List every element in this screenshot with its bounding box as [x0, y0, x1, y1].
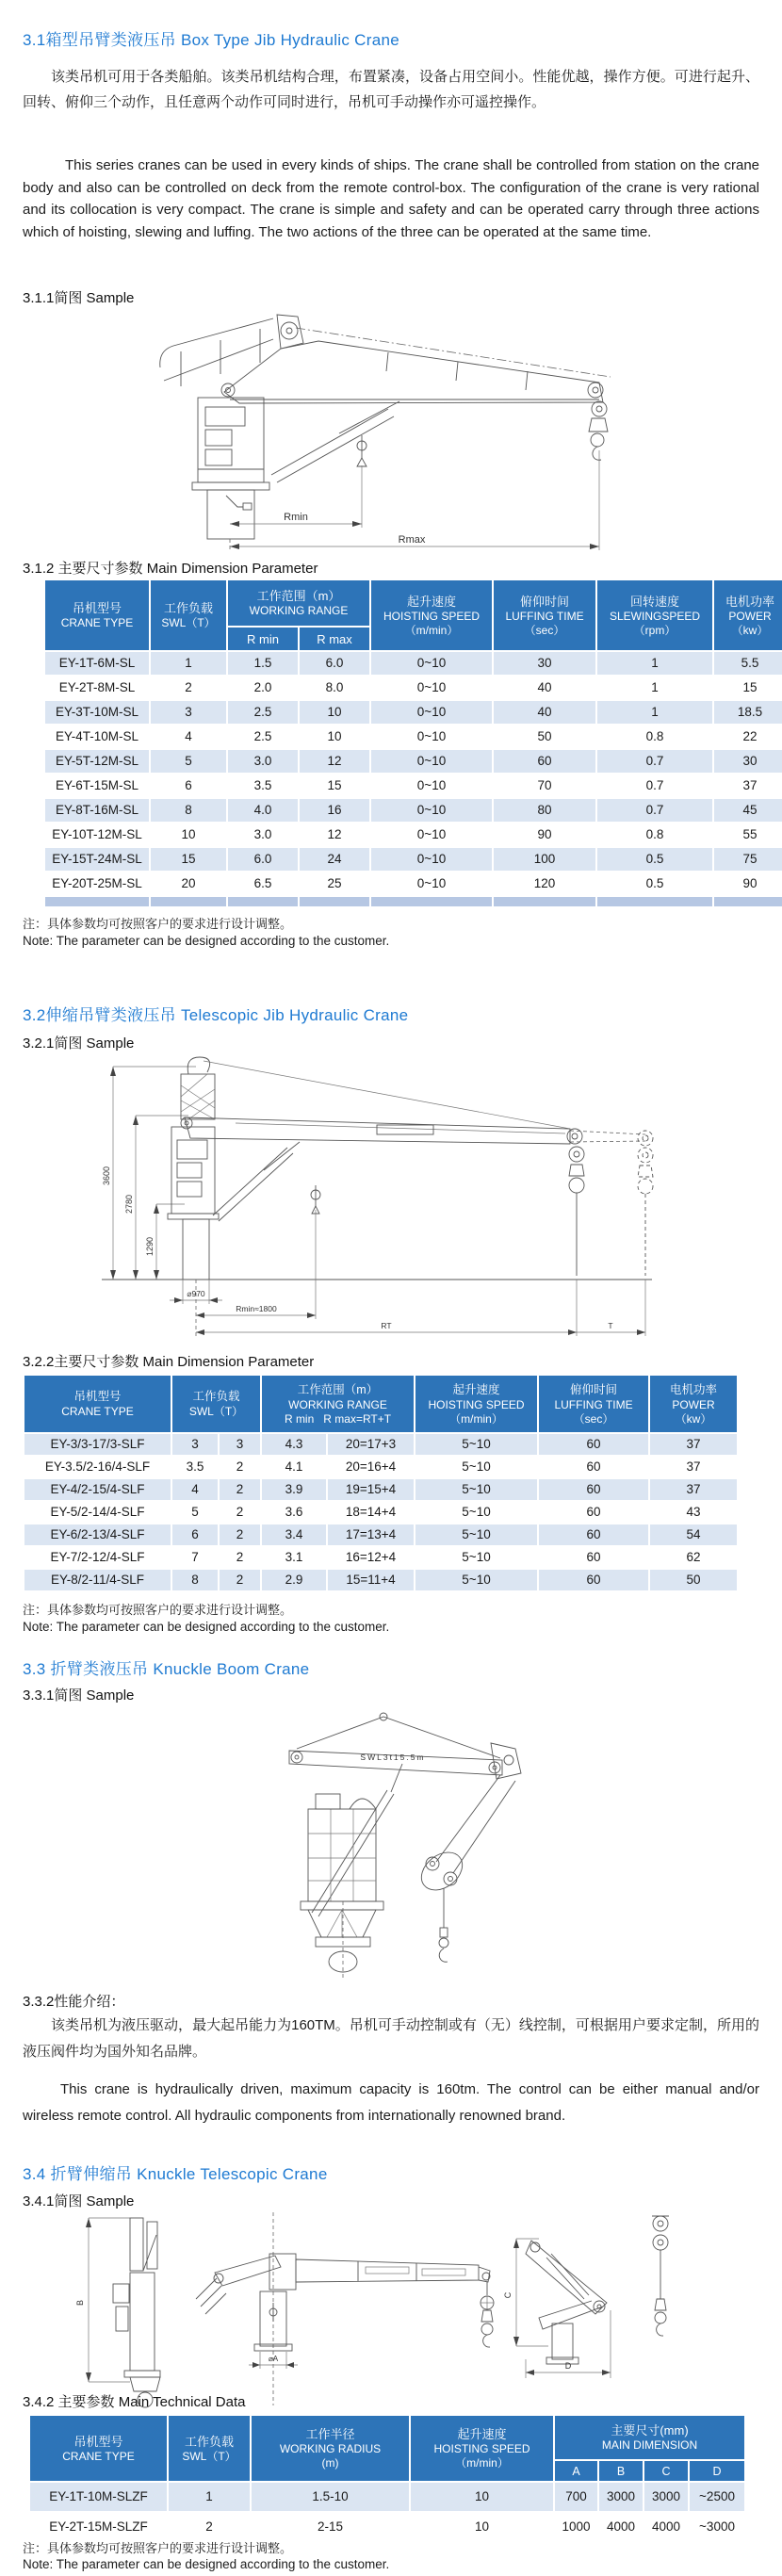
table-cell: 4 — [151, 726, 226, 748]
table-cell: 10 — [300, 701, 369, 724]
col-header-dim-b: B — [599, 2461, 643, 2481]
table-cell: 8 — [172, 1570, 218, 1590]
table-cell: 2 — [220, 1547, 260, 1568]
col-header-luffing-time: 俯仰时间 LUFFING TIME （sec） — [539, 1376, 648, 1432]
table-cell: 1.5 — [228, 652, 298, 675]
dim-2780-label: 2780 — [124, 1194, 134, 1215]
col-header-dim-d: D — [690, 2461, 744, 2481]
table-cell: 3000 — [599, 2483, 643, 2511]
heading-3-3-2-performance: 3.3.2性能介绍： — [23, 1994, 125, 2010]
crane-drawing-lines — [86, 2212, 669, 2407]
table-cell: 3 — [151, 701, 226, 724]
col-header-hoisting-speed: 起升速度 HOISTING SPEED （m/min） — [371, 580, 492, 650]
table-cell: 4.1 — [262, 1457, 326, 1477]
telescopic-crane-drawing — [94, 1053, 660, 1342]
knuckle-telescopic-crane-drawing — [75, 2212, 697, 2412]
heading-3-1-2-parameters: 3.1.2 主要尺寸参数 Main Dimension Parameter — [23, 561, 318, 577]
table-cell: 37 — [650, 1457, 737, 1477]
table-cell: 4 — [172, 1479, 218, 1500]
col-header-power: 电机功率 POWER （kw） — [650, 1376, 737, 1432]
table-cell: 6 — [172, 1524, 218, 1545]
table-cell: 3.4 — [262, 1524, 326, 1545]
table-row — [45, 774, 782, 797]
table-cell: 15 — [151, 848, 226, 871]
table-cell: 5~10 — [415, 1479, 537, 1500]
col-header-hoisting-speed: 起升速度 HOISTING SPEED （m/min） — [415, 1376, 537, 1432]
table-cell — [494, 897, 595, 906]
col-header-swl: 工作负载 SWL（T） — [172, 1376, 260, 1432]
table-cell: 0~10 — [371, 799, 492, 822]
table-cell: 5.5 — [714, 652, 782, 675]
table-cell: 0.5 — [597, 872, 712, 895]
table-cell: 90 — [714, 872, 782, 895]
col-header-dim-c: C — [644, 2461, 688, 2481]
table-cell: 2 — [220, 1479, 260, 1500]
table-cell: 4.3 — [262, 1434, 326, 1455]
section-3-2-title: 3.2伸缩吊臂类液压吊 Telescopic Jib Hydraulic Crane — [23, 1006, 409, 1024]
table-cell: 5~10 — [415, 1524, 537, 1545]
table-cell — [300, 897, 369, 906]
table-cell: EY-5T-12M-SL — [45, 750, 149, 773]
col-header-swl: 工作负载 SWL（T） — [151, 580, 226, 650]
heading-3-2-2-parameters: 3.2.2主要尺寸参数 Main Dimension Parameter — [23, 1354, 315, 1370]
dim-t-label: T — [608, 1321, 613, 1330]
table-cell: 0~10 — [371, 750, 492, 773]
heading-3-4-2-technical-data: 3.4.2 主要参数 Main Technical Data — [23, 2394, 246, 2410]
table-row — [45, 652, 782, 675]
col-header-working-range: 工作范围（m） WORKING RANGE — [228, 580, 369, 626]
col-header-crane-type: 吊机型号 CRANE TYPE — [30, 2416, 167, 2481]
table-cell: 16 — [300, 799, 369, 822]
table-cell: 1000 — [555, 2513, 597, 2541]
table-cell: 0~10 — [371, 652, 492, 675]
table-row — [24, 1524, 737, 1545]
table-cell: 0~10 — [371, 726, 492, 748]
table-cell: 4000 — [599, 2513, 643, 2541]
table-cell: 3 — [172, 1434, 218, 1455]
table-cell: 0~10 — [371, 848, 492, 871]
table-cell: 25 — [300, 872, 369, 895]
dim-a-label: ⌀A — [268, 2355, 279, 2363]
table-cell: 2.0 — [228, 677, 298, 699]
dim-1290-label: 1290 — [145, 1236, 155, 1257]
table-cell: 1 — [597, 701, 712, 724]
table-cell — [45, 897, 149, 906]
table-cell: 0.7 — [597, 750, 712, 773]
table-cell: 60 — [494, 750, 595, 773]
table-row — [45, 750, 782, 773]
table-cell: 1.5-10 — [252, 2483, 409, 2511]
table-row — [24, 1479, 737, 1500]
table-cell: 0~10 — [371, 872, 492, 895]
table-cell: 24 — [300, 848, 369, 871]
table-cell: 2 — [220, 1570, 260, 1590]
table-row — [24, 1502, 737, 1523]
table-cell: 0.5 — [597, 848, 712, 871]
col-header-rmax: R max — [300, 628, 369, 650]
section-3-3-paragraph-cn: 该类吊机为液压驱动，最大起吊能力为160TM。吊机可手动控制或有（无）线控制，可根据用户要求定制，所用的液压阀件均为国外知名品牌。 — [23, 2017, 759, 2060]
table-cell: 30 — [714, 750, 782, 773]
dim-970-label: ⌀970 — [187, 1289, 205, 1298]
table-body — [30, 2483, 744, 2541]
table-cell: 19=15+4 — [328, 1479, 414, 1500]
table-cell: 60 — [539, 1457, 648, 1477]
main-dimension-table-3-1 — [43, 579, 782, 908]
section-3-1-title: 3.1箱型吊臂类液压吊 Box Type Jib Hydraulic Crane — [23, 31, 399, 49]
table-cell: 0~10 — [371, 774, 492, 797]
table-cell: 10 — [151, 823, 226, 846]
table-cell: 2.5 — [228, 726, 298, 748]
table-cell: EY-8T-16M-SL — [45, 799, 149, 822]
table-cell: 3.0 — [228, 823, 298, 846]
table-cell: 0~10 — [371, 823, 492, 846]
note-3-2 — [23, 1602, 389, 1636]
note-en: Note: The parameter can be designed according to the customer. — [23, 1620, 390, 1634]
table-cell: 6.5 — [228, 872, 298, 895]
table-cell: 37 — [650, 1479, 737, 1500]
table-cell: 2 — [220, 1524, 260, 1545]
table-row — [45, 872, 782, 895]
table-cell: 700 — [555, 2483, 597, 2511]
table-cell: 50 — [650, 1570, 737, 1590]
table-cell: 0~10 — [371, 677, 492, 699]
table-row — [24, 1570, 737, 1590]
table-cell: EY-6T-15M-SL — [45, 774, 149, 797]
table-cell: EY-2T-15M-SLZF — [30, 2513, 167, 2541]
table-cell: 3.1 — [262, 1547, 326, 1568]
table-cell: 2 — [220, 1457, 260, 1477]
table-cell — [151, 897, 226, 906]
table-cell: EY-4T-10M-SL — [45, 726, 149, 748]
table-cell: EY-10T-12M-SL — [45, 823, 149, 846]
table-cell: 54 — [650, 1524, 737, 1545]
dim-d-label: D — [564, 2361, 572, 2371]
table-cell: 4.0 — [228, 799, 298, 822]
note-en: Note: The parameter can be designed according to the customer. — [23, 934, 390, 948]
table-cell: 0.7 — [597, 799, 712, 822]
table-cell: 43 — [650, 1502, 737, 1523]
table-header — [45, 580, 782, 650]
table-cell: 5~10 — [415, 1570, 537, 1590]
note-3-1 — [23, 916, 389, 950]
table-cell: EY-3.5/2-16/4-SLF — [24, 1457, 171, 1477]
table-cell: 30 — [494, 652, 595, 675]
table-cell: 2 — [151, 677, 226, 699]
dim-rmin-label: Rmin≈1800 — [236, 1304, 277, 1313]
table-cell: 2-15 — [252, 2513, 409, 2541]
table-cell: 60 — [539, 1502, 648, 1523]
table-cell: 5 — [172, 1502, 218, 1523]
col-header-crane-type: 吊机型号 CRANE TYPE — [45, 580, 149, 650]
table-cell: 12 — [300, 750, 369, 773]
table-cell: 3 — [220, 1434, 260, 1455]
note-cn: 注：具体参数均可按照客户的要求进行设计调整。 — [23, 1603, 293, 1617]
section-3-3-title: 3.3 折臂类液压吊 Knuckle Boom Crane — [23, 1660, 310, 1678]
note-cn: 注：具体参数均可按照客户的要求进行设计调整。 — [23, 917, 293, 931]
table-cell: 2 — [220, 1502, 260, 1523]
table-cell: ~3000 — [690, 2513, 744, 2541]
table-cell: 45 — [714, 799, 782, 822]
table-row — [45, 726, 782, 748]
table-cell — [228, 897, 298, 906]
table-cell: 20=16+4 — [328, 1457, 414, 1477]
table-cell — [714, 897, 782, 906]
table-cell: 50 — [494, 726, 595, 748]
crane-drawing-lines — [102, 1057, 653, 1336]
table-cell: 15 — [300, 774, 369, 797]
box-jib-crane-drawing — [87, 307, 614, 554]
table-cell: 60 — [539, 1479, 648, 1500]
table-cell: 6 — [151, 774, 226, 797]
table-cell: 20=17+3 — [328, 1434, 414, 1455]
table-cell: 3.5 — [228, 774, 298, 797]
table-row — [30, 2483, 744, 2511]
table-cell: EY-1T-10M-SLZF — [30, 2483, 167, 2511]
dim-3600-label: 3600 — [102, 1166, 111, 1186]
dim-c-label: C — [503, 2291, 513, 2299]
table-cell: 5~10 — [415, 1502, 537, 1523]
table-cell: 3.9 — [262, 1479, 326, 1500]
table-cell: EY-3/3-17/3-SLF — [24, 1434, 171, 1455]
table-cell: 120 — [494, 872, 595, 895]
table-cell: 7 — [172, 1547, 218, 1568]
table-cell: EY-4/2-15/4-SLF — [24, 1479, 171, 1500]
heading-3-4-1-sample: 3.4.1简图 Sample — [23, 2193, 135, 2209]
table-cell: 20 — [151, 872, 226, 895]
heading-3-3-1-sample: 3.3.1简图 Sample — [23, 1687, 135, 1704]
note-en: Note: The parameter can be designed according to the customer. — [23, 2557, 390, 2571]
table-cell: 17=13+4 — [328, 1524, 414, 1545]
table-cell: 22 — [714, 726, 782, 748]
col-header-main-dimension: 主要尺寸(mm) MAIN DIMENSION — [555, 2416, 744, 2459]
table-cell: 70 — [494, 774, 595, 797]
table-cell: EY-5/2-14/4-SLF — [24, 1502, 171, 1523]
table-row — [45, 799, 782, 822]
table-cell: 60 — [539, 1547, 648, 1568]
table-cell: EY-15T-24M-SL — [45, 848, 149, 871]
table-cell: 10 — [411, 2483, 553, 2511]
col-header-dim-a: A — [555, 2461, 597, 2481]
table-cell: 1 — [169, 2483, 250, 2511]
section-3-1-paragraph-en: This series cranes can be used in every kinds of ships. The crane shall be controlled from station on the crane body and also can be controlled on deck from the remote control-box. The configuration of the crane is very rational and its collocation is very compact. The crane is simple and safety and can be operated carry through three actions which of hoisting, slewing and luffing. The two actions of the three can be operated at the same time. — [23, 157, 759, 240]
swl-boom-label: SWL3t15.5m — [360, 1753, 426, 1762]
table-cell: EY-6/2-13/4-SLF — [24, 1524, 171, 1545]
col-header-hoisting-speed: 起升速度 HOISTING SPEED （m/min） — [411, 2416, 553, 2481]
main-technical-data-table-3-4 — [28, 2414, 746, 2543]
table-cell: 37 — [650, 1434, 737, 1455]
table-cell: 0.8 — [597, 726, 712, 748]
table-cell: 15=11+4 — [328, 1570, 414, 1590]
table-cell: 60 — [539, 1524, 648, 1545]
table-cell: 75 — [714, 848, 782, 871]
table-cell: 3.5 — [172, 1457, 218, 1477]
table-row — [30, 2513, 744, 2541]
table-cell: 10 — [411, 2513, 553, 2541]
table-cell: EY-2T-8M-SL — [45, 677, 149, 699]
table-cell: 5~10 — [415, 1457, 537, 1477]
col-header-swl: 工作负载 SWL（T） — [169, 2416, 250, 2481]
table-row — [24, 1547, 737, 1568]
table-cell — [371, 897, 492, 906]
table-cell: 55 — [714, 823, 782, 846]
table-cell: 60 — [539, 1570, 648, 1590]
table-cell: 62 — [650, 1547, 737, 1568]
table-cell: 60 — [539, 1434, 648, 1455]
table-cell: 90 — [494, 823, 595, 846]
table-row — [45, 701, 782, 724]
table-row — [24, 1457, 737, 1477]
table-cell: 2.5 — [228, 701, 298, 724]
heading-3-2-1-sample: 3.2.1简图 Sample — [23, 1035, 135, 1052]
table-row — [45, 897, 782, 906]
table-cell: 10 — [300, 726, 369, 748]
table-cell: 5 — [151, 750, 226, 773]
table-cell: 3.0 — [228, 750, 298, 773]
note-cn: 注：具体参数均可按照客户的要求进行设计调整。 — [23, 2541, 293, 2555]
table-cell: 0.7 — [597, 774, 712, 797]
section-3-1-paragraph-cn: 该类吊机可用于各类船舶。该类吊机结构合理，布置紧凑，设备占用空间小。性能优越，操作方便。可进行起升、回转、俯仰三个动作，且任意两个动作可同时进行，吊机可手动操作亦可遥控操作。 — [23, 69, 759, 110]
table-cell: EY-3T-10M-SL — [45, 701, 149, 724]
dim-rt-label: RT — [381, 1321, 392, 1330]
table-cell: 5~10 — [415, 1547, 537, 1568]
col-header-luffing-time: 俯仰时间 LUFFING TIME （sec） — [494, 580, 595, 650]
knuckle-boom-crane-drawing — [221, 1704, 561, 1986]
table-cell: 8.0 — [300, 677, 369, 699]
table-cell: EY-20T-25M-SL — [45, 872, 149, 895]
table-header — [30, 2416, 744, 2481]
col-header-power: 电机功率 POWER （kw） — [714, 580, 782, 650]
table-cell: EY-1T-6M-SL — [45, 652, 149, 675]
table-cell: 15 — [714, 677, 782, 699]
table-cell: 8 — [151, 799, 226, 822]
col-header-working-radius: 工作半径 WORKING RADIUS (m) — [252, 2416, 409, 2481]
heading-3-1-1-sample: 3.1.1简图 Sample — [23, 290, 135, 306]
crane-drawing-lines — [160, 315, 611, 550]
table-body — [24, 1434, 737, 1590]
table-cell: 4000 — [644, 2513, 688, 2541]
table-body — [45, 652, 782, 906]
table-cell: 40 — [494, 701, 595, 724]
dim-b-label: B — [75, 2299, 85, 2307]
table-cell: 0.8 — [597, 823, 712, 846]
section-3-3-paragraph-en: This crane is hydraulically driven, maximum capacity is 160tm. The control can be either manual and/or wireless remote control. All hydraulic components from internationally renowned brand. — [23, 2081, 759, 2124]
col-header-crane-type: 吊机型号 CRANE TYPE — [24, 1376, 171, 1432]
table-row — [45, 823, 782, 846]
main-dimension-table-3-2 — [23, 1374, 739, 1592]
table-cell: EY-8/2-11/4-SLF — [24, 1570, 171, 1590]
table-cell: ~2500 — [690, 2483, 744, 2511]
table-cell: 18.5 — [714, 701, 782, 724]
table-row — [45, 848, 782, 871]
table-cell: 40 — [494, 677, 595, 699]
table-cell: 1 — [597, 677, 712, 699]
table-cell: 3.6 — [262, 1502, 326, 1523]
table-cell: 37 — [714, 774, 782, 797]
table-cell: 0~10 — [371, 701, 492, 724]
table-cell: 18=14+4 — [328, 1502, 414, 1523]
table-cell: 6.0 — [300, 652, 369, 675]
table-cell: 5~10 — [415, 1434, 537, 1455]
col-header-rmin: R min — [228, 628, 298, 650]
rmax-dimension-label: Rmax — [398, 534, 426, 546]
rmin-dimension-label: Rmin — [284, 512, 308, 523]
table-cell: 100 — [494, 848, 595, 871]
table-cell: 16=12+4 — [328, 1547, 414, 1568]
table-cell: 12 — [300, 823, 369, 846]
table-row — [24, 1434, 737, 1455]
table-cell: 3000 — [644, 2483, 688, 2511]
table-cell: 80 — [494, 799, 595, 822]
table-cell: EY-7/2-12/4-SLF — [24, 1547, 171, 1568]
table-cell: 2 — [169, 2513, 250, 2541]
table-cell: 1 — [151, 652, 226, 675]
col-header-working-range: 工作范围（m） WORKING RANGE R min R max=RT+T — [262, 1376, 414, 1432]
section-3-4-title: 3.4 折臂伸缩吊 Knuckle Telescopic Crane — [23, 2165, 328, 2183]
table-cell — [597, 897, 712, 906]
table-header — [24, 1376, 737, 1432]
table-cell: 2.9 — [262, 1570, 326, 1590]
col-header-slewing-speed: 回转速度 SLEWINGSPEED （rpm） — [597, 580, 712, 650]
table-row — [45, 677, 782, 699]
table-cell: 6.0 — [228, 848, 298, 871]
table-cell: 1 — [597, 652, 712, 675]
note-3-4 — [23, 2540, 389, 2572]
